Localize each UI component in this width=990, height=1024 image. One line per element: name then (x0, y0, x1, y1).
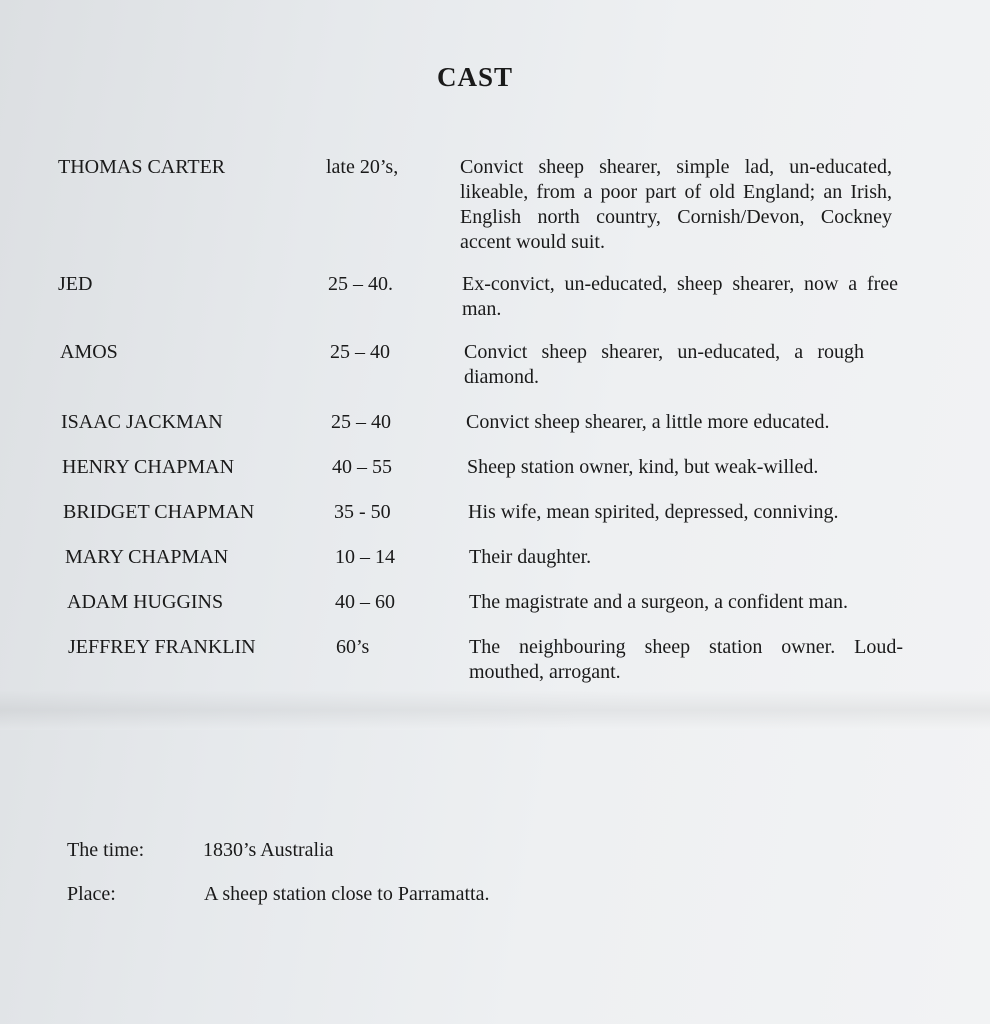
cast-name: MARY CHAPMAN (65, 546, 229, 568)
cast-age: 40 – 60 (335, 591, 395, 613)
cast-name: ADAM HUGGINS (67, 591, 224, 613)
cast-name: JEFFREY FRANKLIN (68, 636, 256, 658)
cast-age: 25 – 40 (330, 341, 390, 363)
time-label: The time: (67, 839, 145, 861)
cast-description: His wife, mean spirited, depressed, conniving. (468, 501, 839, 523)
cast-age: 10 – 14 (335, 546, 395, 568)
cast-description: Ex-convict, un-educated, sheep shearer, now a free man. (462, 273, 898, 320)
cast-description: The neighbouring sheep station owner. Loud-mouthed, arrogant. (469, 636, 903, 683)
cast-name: HENRY CHAPMAN (62, 456, 235, 478)
cast-age: 25 – 40 (331, 411, 391, 433)
place-value: A sheep station close to Parramatta. (204, 883, 490, 905)
cast-description: Their daughter. (469, 546, 592, 568)
cast-age: 40 – 55 (332, 456, 392, 478)
cast-description: Convict sheep shearer, un-educated, a rough diamond. (464, 341, 864, 388)
cast-description: Convict sheep shearer, simple lad, un-educated, likeable, from a poor part of old England; an Irish, English north country, Cornish/Devon, Cockney accent would suit. (460, 156, 892, 253)
cast-age: 60’s (336, 636, 370, 658)
cast-name: BRIDGET CHAPMAN (63, 501, 255, 523)
cast-name: JED (58, 273, 93, 295)
cast-age: 35 - 50 (334, 501, 391, 523)
cast-description: Sheep station owner, kind, but weak-willed. (467, 456, 819, 478)
page-title: CAST (436, 62, 514, 92)
cast-age: late 20’s, (326, 156, 399, 178)
cast-name: AMOS (60, 341, 118, 363)
cast-description: Convict sheep shearer, a little more educated. (466, 411, 830, 433)
place-label: Place: (67, 883, 116, 905)
time-value: 1830’s Australia (203, 839, 334, 861)
cast-name: THOMAS CARTER (58, 156, 226, 178)
cast-description: The magistrate and a surgeon, a confident man. (469, 591, 848, 613)
cast-age: 25 – 40. (328, 273, 393, 295)
cast-name: ISAAC JACKMAN (61, 411, 223, 433)
paper-fold (0, 690, 990, 730)
